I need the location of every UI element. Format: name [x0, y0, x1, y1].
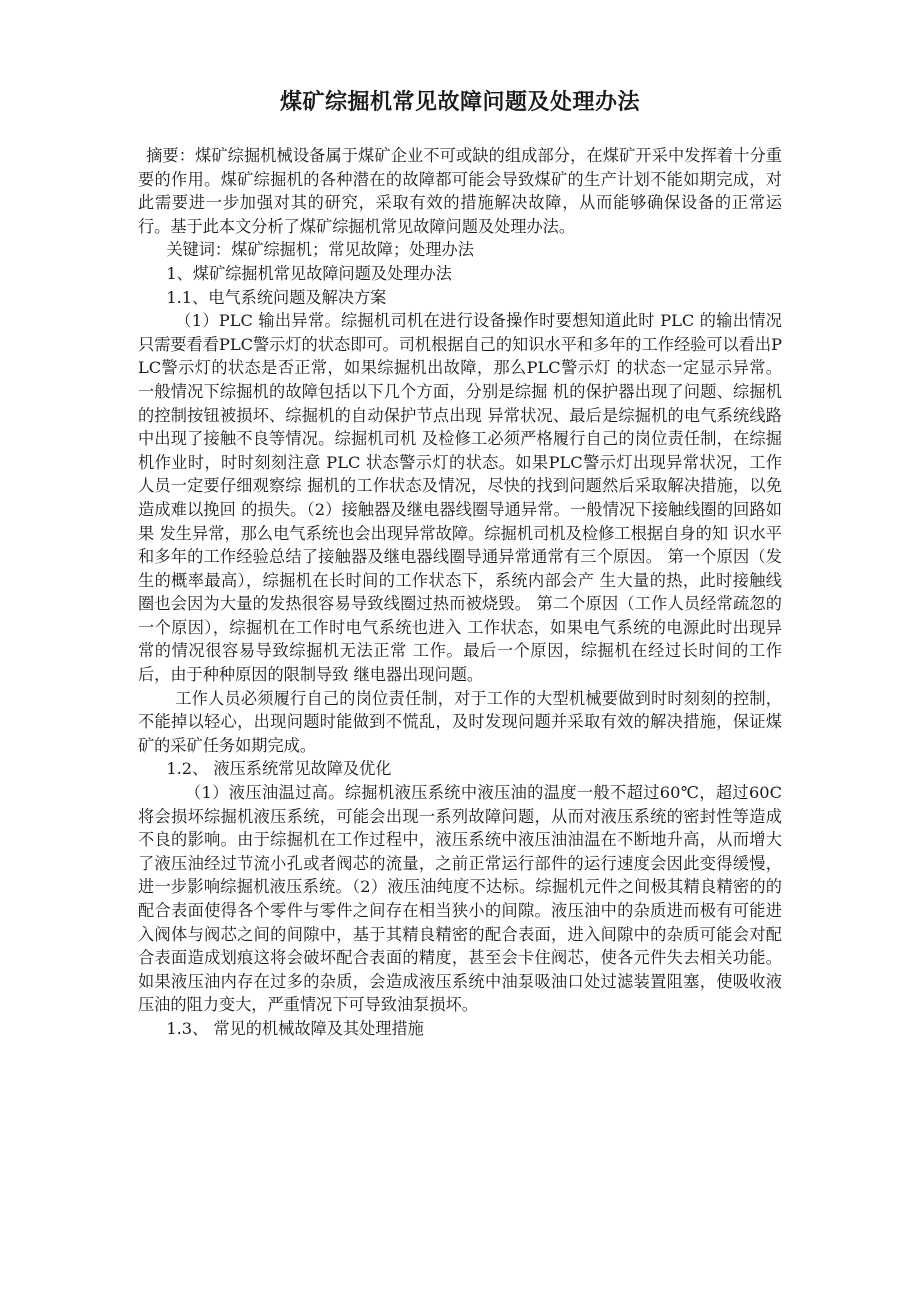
keywords-line: 关键词：煤矿综掘机；常见故障；处理办法	[166, 240, 474, 260]
section-1-3-heading: 1.3、 常见的机械故障及其处理措施	[166, 1018, 424, 1038]
document-title: 煤矿综掘机常见故障问题及处理办法	[279, 89, 640, 115]
section-1-1-paragraph-1: （1）PLC 输出异常。综掘机司机在进行设备操作时要想知道此时 PLC 的输出情况只需要看看PLC警示灯的状态即可。司机根据自己的知识水平和多年的工作经验可以看出PLC警示灯的状态是否正常，如果综掘机出故障，那么PLC警示灯 的状态一定显示异常。一般情况下综掘机的故障包括以下几个方面，分别是综掘 机的保护器出现了问题、综掘机的控制按钮被损坏、综掘机的自动保护节点出现 异常状况、最后是综掘机的电气系统线路中出现了接触不良等情况。综掘机司机 及检修工必须严格履行自己的岗位责任制，在综掘机作业时，时时刻刻注意 PLC 状态警示灯的状态。如果PLC警示灯出现异常状况，工作人员一定要仔细观察综 掘机的工作状态及情况，尽快的找到问题然后采取解决措施，以免造成难以挽回 的损失。（2）接触器及继电器线圈导通异常。一般情况下接触线圈的回路如果 发生异常，那么电气系统也会出现异常故障。综掘机司机及检修工根据自身的知 识水平和多年的工作经验总结了接触器及继电器线圈导通异常通常有三个原因。 第一个原因（发生的概率最高），综掘机在长时间的工作状态下，系统内部会产 生大量的热，此时接触线圈也会因为大量的发热很容易导致线圈过热而被烧毁。 第二个原因（工作人员经常疏忽的一个原因），综掘机在工作时电气系统也进入 工作状态，如果电气系统的电源此时出现异常的情况很容易导致综掘机无法正常 工作。最后一个原因，综掘机在经过长时间的工作后，由于种种原因的限制导致 继电器出现问题。	[138, 311, 782, 685]
section-1-heading: 1、煤矿综掘机常见故障问题及处理办法	[166, 263, 452, 283]
section-1-2-heading: 1.2、 液压系统常见故障及优化	[166, 759, 392, 779]
abstract-paragraph: 摘要：煤矿综掘机械设备属于煤矿企业不可或缺的组成部分，在煤矿开采中发挥着十分重要的作用。煤矿综掘机的各种潜在的故障都可能会导致煤矿的生产计划不能如期完成，对此需要进一步加强对其的研究，采取有效的措施解决故障，从而能够确保设备的正常运行。基于此本文分析了煤矿综掘机常见故障问题及处理办法。	[138, 146, 782, 236]
section-1-1-heading: 1.1、电气系统问题及解决方案	[166, 287, 387, 307]
section-1-1-paragraph-2: 工作人员必须履行自己的岗位责任制，对于工作的大型机械要做到时时刻刻的控制，不能掉以轻心，出现问题时能做到不慌乱，及时发现问题并采取有效的解决措施，保证煤矿的采矿任务如期完成。	[138, 688, 782, 755]
section-1-2-paragraph-1: （1）液压油温过高。综掘机液压系统中液压油的温度一般不超过60℃，超过60C将会损坏综掘机液压系统，可能会出现一系列故障问题，从而对液压系统的密封性等造成不良的影响。由于综掘机在工作过程中，液压系统中液压油油温在不断地升高，从而增大了液压油经过节流小孔或者阀芯的流量，之前正常运行部件的运行速度会因此变得缓慢，进一步影响综掘机液压系统。（2）液压油纯度不达标。综掘机元件之间极其精良精密的的配合表面使得各个零件与零件之间存在相当狭小的间隙。液压油中的杂质进而极有可能进入阀体与阀芯之间的间隙中，基于其精良精密的配合表面，进入间隙中的杂质可能会对配合表面造成划痕这将会破坏配合表面的精度，甚至会卡住阀芯，使各元件失去相关功能。如果液压油内存在过多的杂质，会造成液压系统中油泵吸油口处过滤装置阻塞，使吸收液压油的阻力变大，严重情况下可导致油泵损坏。	[138, 783, 782, 1015]
